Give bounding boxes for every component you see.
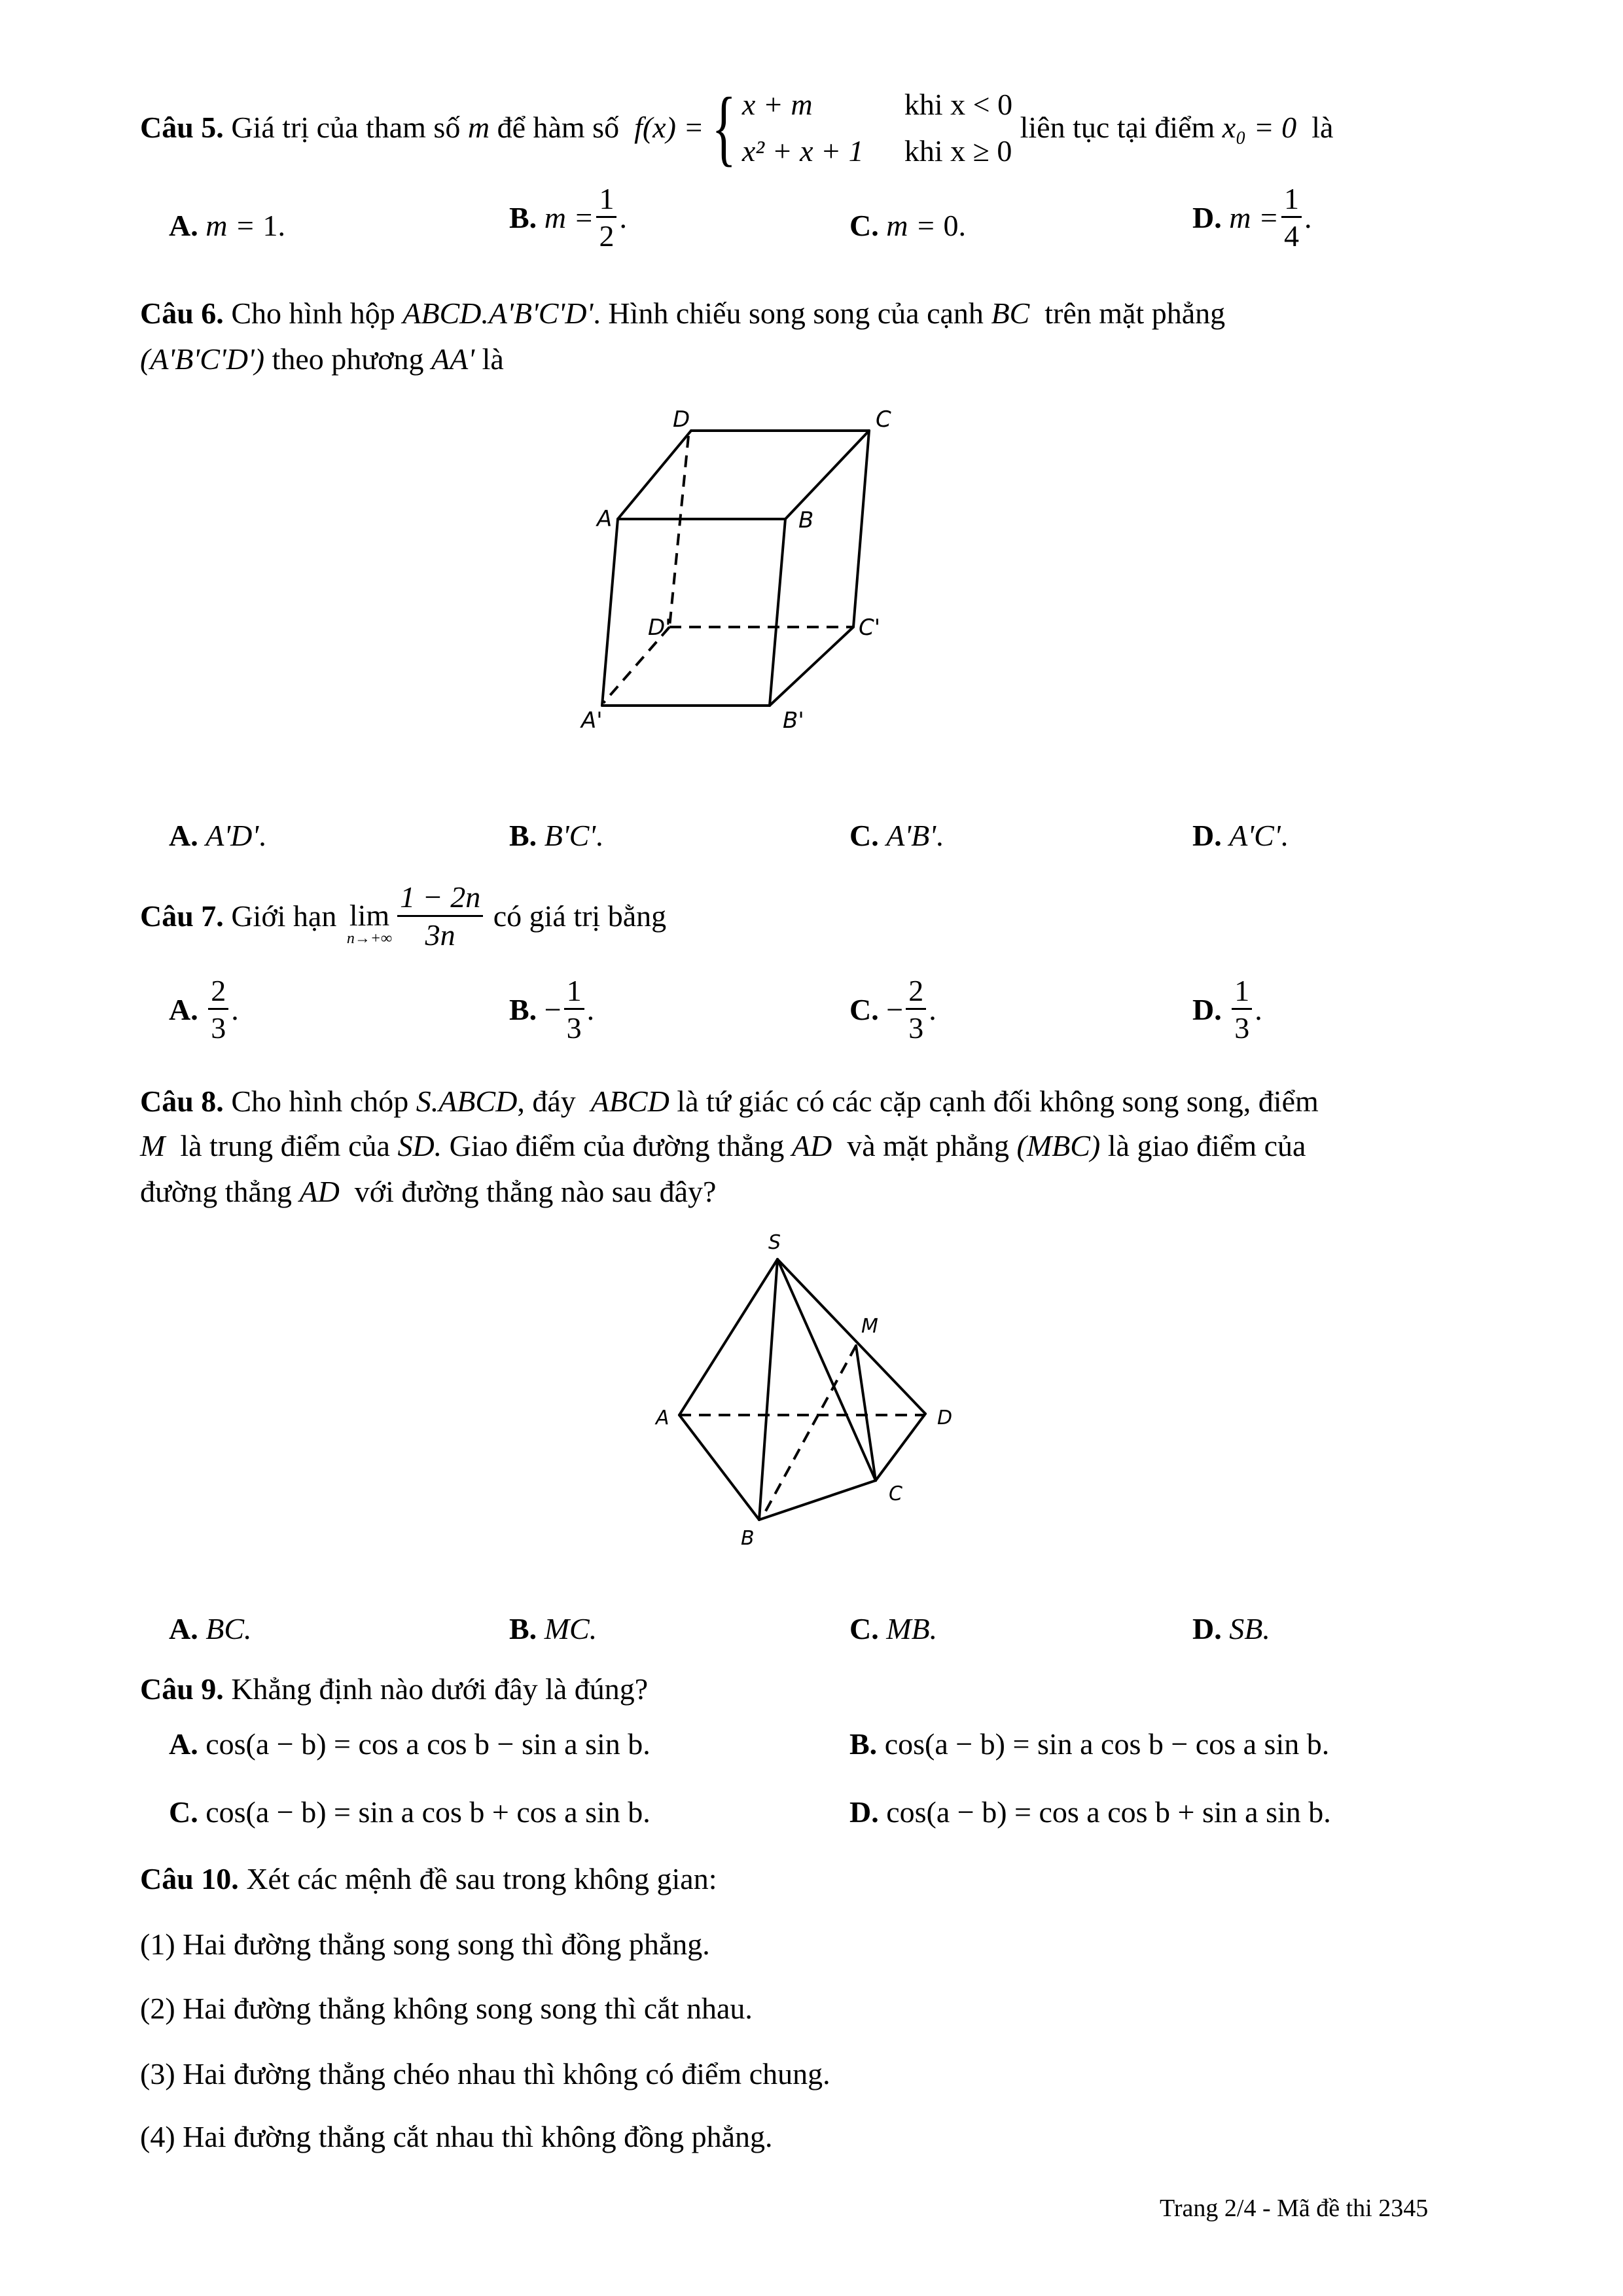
option-prefix: m = xyxy=(205,209,263,242)
option-b[interactable] xyxy=(509,183,627,253)
option-d[interactable] xyxy=(1192,818,1288,853)
vertex-label-m: M xyxy=(861,1315,878,1338)
question-6-line2 xyxy=(140,344,504,374)
question-label: Câu 5. xyxy=(140,111,224,144)
vertex-label-b1: B' xyxy=(783,708,804,734)
lim-subscript: n→+∞ xyxy=(346,930,393,947)
question-text: , đáy xyxy=(517,1085,576,1118)
page-footer: Trang 2/4 - Mã đề thi 2345 xyxy=(1160,2195,1429,2222)
vertex-label-a: A xyxy=(597,506,613,532)
option-value: BC. xyxy=(205,1612,252,1645)
option-value: cos(a − b) = sin a cos b + cos a sin b. xyxy=(205,1795,651,1829)
option-letter: A. xyxy=(169,1727,198,1761)
question-label: Câu 8. xyxy=(140,1085,224,1118)
option-letter: C. xyxy=(849,819,879,852)
option-suffix: . xyxy=(259,819,266,852)
case-cond: khi x < 0 xyxy=(904,87,1013,121)
question-text: là tứ giác có các cặp cạnh đối không song song, điểm xyxy=(677,1085,1319,1118)
question-text: là trung điểm của xyxy=(180,1129,390,1162)
option-b[interactable] xyxy=(509,818,603,853)
direction-name: AA' xyxy=(431,342,475,376)
option-letter: A. xyxy=(169,209,198,242)
option-letter: D. xyxy=(1192,201,1222,235)
question-8 xyxy=(140,1086,1488,1117)
question-text: liên tục tại điểm xyxy=(1020,111,1215,144)
numerator: 1 xyxy=(1232,975,1252,1010)
statement-1: (1) Hai đường thẳng song song thì đồng phẳng. xyxy=(140,1928,710,1961)
option-value: A'B' xyxy=(886,819,936,852)
option-value: 0 xyxy=(943,209,959,242)
line-name: AD xyxy=(791,1129,832,1162)
question-8-line2 xyxy=(140,1131,1488,1161)
lim-symbol: lim xyxy=(349,899,390,932)
option-a[interactable] xyxy=(169,208,285,243)
option-letter: B. xyxy=(509,201,537,235)
statement-2: (2) Hai đường thẳng không song song thì cắt nhau. xyxy=(140,1992,753,2025)
option-c[interactable] xyxy=(849,818,944,853)
fraction xyxy=(564,975,584,1045)
option-value: 1 xyxy=(262,209,278,242)
param-symbol: m xyxy=(467,111,490,144)
option-c[interactable] xyxy=(849,208,966,243)
fraction xyxy=(1281,183,1302,253)
option-letter: C. xyxy=(849,1612,879,1645)
option-letter: B. xyxy=(849,1727,878,1761)
line-name: AD xyxy=(299,1175,340,1208)
vertex-label-a: A xyxy=(656,1407,669,1429)
option-sign: − xyxy=(544,993,562,1027)
question-text: là xyxy=(1311,111,1334,144)
edge-name: BC xyxy=(991,296,1030,330)
option-suffix: . xyxy=(619,201,627,235)
denominator: 3 xyxy=(566,1011,582,1045)
option-b[interactable] xyxy=(509,975,594,1045)
option-letter: B. xyxy=(509,993,537,1027)
option-suffix: . xyxy=(1304,201,1312,235)
option-letter: C. xyxy=(849,993,879,1027)
numerator: 2 xyxy=(208,975,228,1010)
option-a[interactable] xyxy=(169,1727,651,1761)
question-label: Câu 6. xyxy=(140,296,224,330)
option-value: MB. xyxy=(886,1612,938,1645)
option-suffix: . xyxy=(586,993,595,1027)
vertex-label-c: C xyxy=(876,406,891,433)
case-expr: x² + x + 1 xyxy=(741,134,864,168)
fraction xyxy=(208,975,228,1045)
point-name: M xyxy=(140,1129,166,1162)
pyramid-name: S.ABCD xyxy=(416,1085,518,1118)
question-5 xyxy=(140,81,1334,175)
option-value: cos(a − b) = cos a cos b + sin a sin b. xyxy=(886,1795,1331,1829)
question-6 xyxy=(140,298,1488,329)
question-label: Câu 10. xyxy=(140,1862,239,1895)
option-prefix: m = xyxy=(886,209,944,242)
numerator: 1 xyxy=(596,183,616,218)
option-a[interactable] xyxy=(169,975,239,1045)
question-text: Cho hình chóp xyxy=(231,1085,409,1118)
fraction xyxy=(1232,975,1252,1045)
question-text: Giới hạn xyxy=(231,899,337,933)
option-d[interactable] xyxy=(1192,975,1262,1045)
option-a[interactable] xyxy=(169,818,266,853)
fraction xyxy=(906,975,926,1045)
vertex-label-b: B xyxy=(798,507,814,533)
case-cond: khi x ≥ 0 xyxy=(904,134,1012,168)
option-c[interactable] xyxy=(849,1611,937,1646)
question-text: có giá trị bằng xyxy=(493,899,667,933)
question-text: là giao điểm của xyxy=(1107,1129,1306,1162)
question-text: Giá trị của tham số xyxy=(231,111,461,144)
question-text: là xyxy=(482,342,504,376)
point-expr: x₀ = 0 xyxy=(1222,111,1297,144)
base-name: ABCD xyxy=(590,1085,669,1118)
option-value: cos(a − b) = sin a cos b − cos a sin b. xyxy=(884,1727,1330,1761)
option-d[interactable] xyxy=(1192,183,1312,253)
question-text: Cho hình hộp xyxy=(231,296,395,330)
option-b[interactable] xyxy=(509,1611,597,1646)
function-symbol: f(x) = xyxy=(634,111,704,144)
parallelepiped-figure xyxy=(576,393,1086,798)
option-letter: C. xyxy=(849,209,879,242)
option-a[interactable] xyxy=(169,1611,252,1646)
vertex-label-d1: D' xyxy=(648,615,671,641)
option-sign: − xyxy=(886,993,904,1027)
question-label: Câu 9. xyxy=(140,1672,224,1706)
denominator: 3n xyxy=(425,918,455,952)
vertex-label-d: D xyxy=(673,406,690,433)
option-c[interactable] xyxy=(169,1795,651,1829)
option-letter: A. xyxy=(169,1612,198,1645)
piecewise-function xyxy=(704,81,1012,175)
denominator: 3 xyxy=(1234,1011,1250,1045)
question-text: theo phương xyxy=(272,342,424,376)
numerator: 1 − 2n xyxy=(397,882,483,916)
statement-4: (4) Hai đường thẳng cắt nhau thì không đồng phẳng. xyxy=(140,2120,773,2153)
question-text: Khẳng định nào dưới đây là đúng? xyxy=(231,1672,649,1706)
option-suffix: . xyxy=(231,993,239,1027)
question-7 xyxy=(140,870,666,962)
option-value: B'C' xyxy=(544,819,596,852)
vertex-label-a1: A' xyxy=(581,708,603,734)
option-value: cos(a − b) = cos a cos b − sin a sin b. xyxy=(205,1727,651,1761)
brace-symbol: { xyxy=(711,81,737,175)
vertex-label-b: B xyxy=(741,1527,755,1550)
question-8-line3 xyxy=(140,1177,716,1207)
question-label: Câu 7. xyxy=(140,899,224,933)
pyramid-figure xyxy=(628,1217,995,1610)
vertex-label-d: D xyxy=(937,1407,953,1429)
plane-name: (A'B'C'D') xyxy=(140,342,265,376)
question-text: Giao điểm của đường thẳng xyxy=(449,1129,785,1162)
option-suffix: . xyxy=(958,209,966,242)
option-letter: D. xyxy=(1192,1612,1222,1645)
option-letter: D. xyxy=(1192,819,1222,852)
option-c[interactable] xyxy=(849,975,936,1045)
solid-name: ABCD.A'B'C'D' xyxy=(402,296,594,330)
option-d[interactable] xyxy=(849,1795,1331,1829)
option-letter: C. xyxy=(169,1795,198,1829)
numerator: 2 xyxy=(906,975,926,1010)
option-letter: D. xyxy=(849,1795,879,1829)
option-suffix: . xyxy=(277,209,285,242)
vertex-label-s: S xyxy=(768,1231,781,1254)
option-letter: B. xyxy=(509,819,537,852)
option-letter: B. xyxy=(509,1612,537,1645)
option-prefix: m = xyxy=(544,201,594,235)
question-text: và mặt phẳng xyxy=(847,1129,1009,1162)
option-value: A'C' xyxy=(1229,819,1281,852)
option-value: SB. xyxy=(1229,1612,1270,1645)
option-value: MC. xyxy=(544,1612,597,1645)
fraction xyxy=(397,882,483,951)
question-9 xyxy=(140,1674,648,1704)
denominator: 4 xyxy=(1284,219,1299,253)
option-suffix: . xyxy=(596,819,603,852)
denominator: 3 xyxy=(908,1011,924,1045)
option-letter: D. xyxy=(1192,993,1222,1027)
segment-name: SD. xyxy=(397,1129,442,1162)
vertex-label-c: C xyxy=(889,1482,902,1505)
limit-operator xyxy=(347,901,392,946)
question-text: đường thẳng xyxy=(140,1175,292,1208)
statement-3: (3) Hai đường thẳng chéo nhau thì không có điểm chung. xyxy=(140,2057,830,2090)
denominator: 3 xyxy=(211,1011,226,1045)
numerator: 1 xyxy=(564,975,584,1010)
plane-name: (MBC) xyxy=(1016,1129,1101,1162)
question-text: để hàm số xyxy=(497,111,620,144)
option-suffix: . xyxy=(1255,993,1262,1027)
fraction xyxy=(596,183,616,253)
vertex-label-c1: C' xyxy=(859,615,881,641)
option-suffix: . xyxy=(1280,819,1289,852)
question-text: Xét các mệnh đề sau trong không gian: xyxy=(246,1862,717,1895)
option-d[interactable] xyxy=(1192,1611,1270,1646)
denominator: 2 xyxy=(599,219,615,253)
option-suffix: . xyxy=(936,819,944,852)
question-text: với đường thẳng nào sau đây? xyxy=(354,1175,717,1208)
case-expr: x + m xyxy=(741,87,813,121)
option-letter: A. xyxy=(169,819,198,852)
question-10 xyxy=(140,1864,717,1894)
question-text: trên mặt phẳng xyxy=(1044,296,1226,330)
question-text: . Hình chiếu song song của cạnh xyxy=(593,296,984,330)
numerator: 1 xyxy=(1281,183,1302,218)
option-b[interactable] xyxy=(849,1727,1329,1761)
option-value: A'D' xyxy=(205,819,259,852)
option-suffix: . xyxy=(929,993,936,1027)
option-prefix: m = xyxy=(1229,201,1279,235)
option-letter: A. xyxy=(169,993,198,1027)
